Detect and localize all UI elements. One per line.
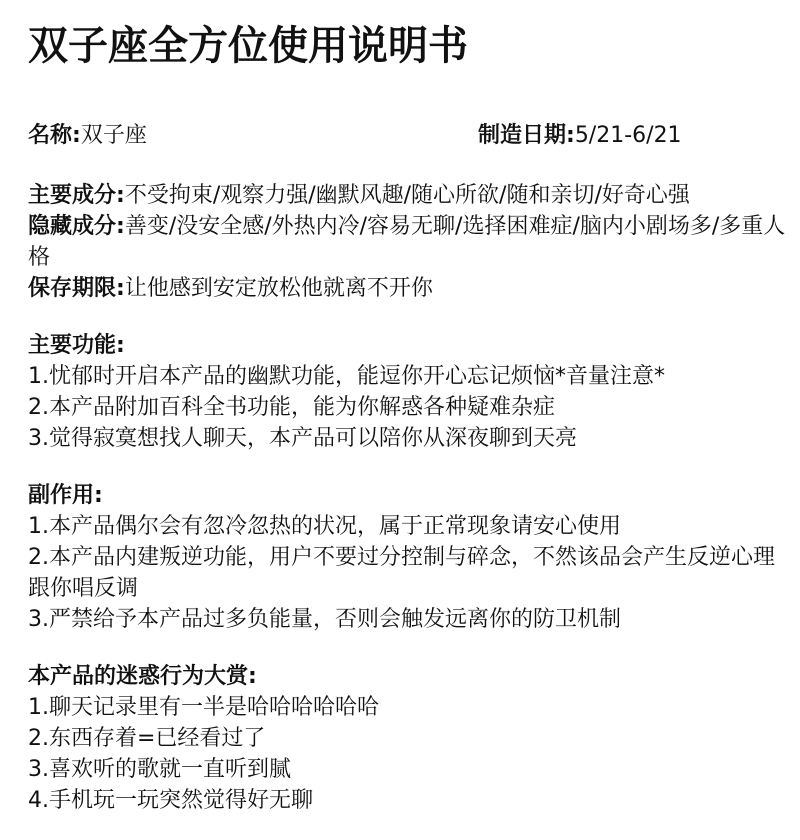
list-item: 1.本产品偶尔会有忽冷忽热的状况，属于正常现象请安心使用 bbox=[28, 514, 621, 539]
name-field bbox=[28, 120, 147, 152]
meta-row bbox=[28, 120, 788, 152]
list-item: 1.忧郁时开启本产品的幽默功能，能逗你开心忘记烦恼*音量注意* bbox=[28, 364, 665, 389]
date-field bbox=[478, 120, 682, 152]
side-effects-title: 副作用: bbox=[28, 483, 103, 508]
list-item: 2.东西存着=已经看过了 bbox=[28, 726, 266, 751]
date-label: 制造日期: bbox=[478, 123, 575, 148]
manual-page bbox=[28, 0, 788, 816]
main-ingredients bbox=[28, 180, 788, 211]
main-ingredients-label: 主要成分: bbox=[28, 183, 125, 208]
list-item: 2.本产品附加百科全书功能，能为你解惑各种疑难杂症 bbox=[28, 395, 555, 420]
main-ingredients-value: 不受拘束/观察力强/幽默风趣/随心所欲/随和亲切/好奇心强 bbox=[124, 183, 690, 208]
date-value: 5/21-6/21 bbox=[574, 123, 682, 148]
page-title: 双子座全方位使用说明书 bbox=[28, 23, 468, 69]
list-item: 1.聊天记录里有一半是哈哈哈哈哈哈 bbox=[28, 695, 379, 720]
shelf-life-value: 让他感到安定放松他就离不开你 bbox=[124, 276, 433, 301]
behaviors-title: 本产品的迷惑行为大赏: bbox=[28, 664, 257, 689]
hidden-ingredients-value: 善变/没安全感/外热内冷/容易无聊/选择困难症/脑内小剧场多/多重人格 bbox=[28, 214, 786, 270]
list-item: 3.喜欢听的歌就一直听到腻 bbox=[28, 757, 291, 782]
side-effects-section bbox=[28, 480, 788, 635]
ingredients-block bbox=[28, 180, 788, 304]
functions-title: 主要功能: bbox=[28, 333, 125, 358]
name-label: 名称: bbox=[28, 123, 81, 148]
name-value: 双子座 bbox=[80, 123, 147, 148]
list-item: 4.手机玩一玩突然觉得好无聊 bbox=[28, 788, 313, 813]
hidden-ingredients bbox=[28, 211, 788, 273]
hidden-ingredients-label: 隐藏成分: bbox=[28, 214, 125, 239]
list-item: 3.严禁给予本产品过多负能量，否则会触发远离你的防卫机制 bbox=[28, 607, 621, 632]
shelf-life bbox=[28, 273, 788, 304]
functions-section bbox=[28, 330, 788, 454]
list-item: 3.觉得寂寞想找人聊天，本产品可以陪你从深夜聊到天亮 bbox=[28, 426, 577, 451]
shelf-life-label: 保存期限: bbox=[28, 276, 125, 301]
list-item: 2.本产品内建叛逆功能，用户不要过分控制与碎念，不然该品会产生反逆心理跟你唱反调 bbox=[28, 545, 775, 601]
behaviors-section bbox=[28, 661, 788, 816]
